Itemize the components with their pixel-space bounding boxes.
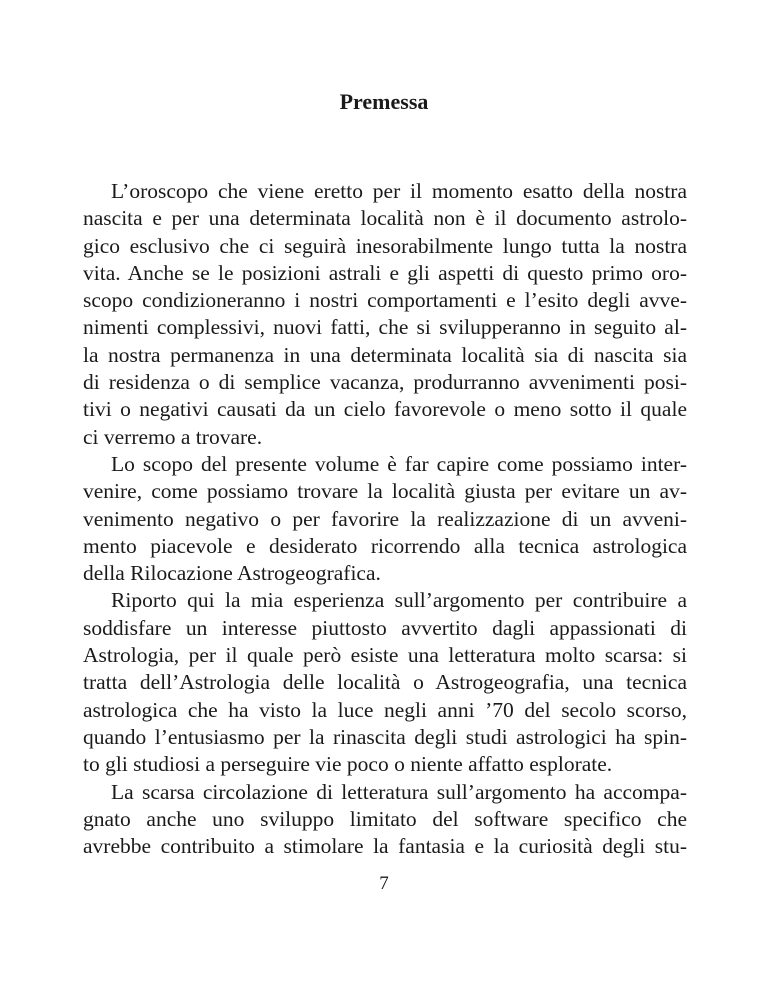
page-number: 7	[379, 873, 389, 894]
text-line: avrebbe contribuito a stimolare la fantasia e la curiosità degli stu-	[83, 834, 687, 859]
text-line: gnato anche uno sviluppo limitato del software specifico che	[83, 806, 687, 831]
text-line: di residenza o di semplice vacanza, produrranno avvenimenti posi-	[83, 370, 687, 395]
text-line: soddisfare un interesse piuttosto avvertito dagli appassionati di	[83, 615, 687, 640]
text-line: ci verremo a trovare.	[83, 424, 263, 449]
text-line: quando l’entusiasmo per la rinascita degli studi astrologici ha spin-	[83, 724, 687, 749]
text-line: Lo scopo del presente volume è far capire come possiamo inter-	[111, 451, 687, 476]
text-line: mento piacevole e desiderato ricorrendo alla tecnica astrologica	[83, 533, 687, 558]
text-line: L’oroscopo che viene eretto per il momento esatto della nostra	[111, 179, 687, 203]
text-line: tivi o negativi causati da un cielo favorevole o meno sotto il quale	[83, 397, 687, 422]
text-line: gico esclusivo che ci seguirà inesorabilmente lungo tutta la nostra	[83, 233, 687, 258]
page-title: Premessa	[339, 89, 429, 114]
text-line: La scarsa circolazione di letteratura sull’argomento ha accompa-	[111, 779, 687, 804]
text-line: Riporto qui la mia esperienza sull’argomento per contribuire a	[111, 588, 687, 613]
text-line: la nostra permanenza in una determinata località sia di nascita sia	[83, 342, 687, 367]
text-line: astrologica che ha visto la luce negli anni ’70 del secolo scorso,	[83, 697, 687, 722]
text-line: to gli studiosi a perseguire vie poco o niente affatto esplorate.	[83, 752, 613, 777]
text-line: nascita e per una determinata località non è il documento astrolo-	[83, 206, 687, 231]
text-line: della Rilocazione Astrogeografica.	[83, 561, 381, 586]
text-line: vita. Anche se le posizioni astrali e gli aspetti di questo primo oro-	[83, 260, 687, 285]
text-line: Astrologia, per il quale però esiste una letteratura molto scarsa: si	[83, 643, 687, 668]
text-line: tratta dell’Astrologia delle località o Astrogeografia, una tecnica	[83, 670, 687, 695]
text-line: venimento negativo o per favorire la realizzazione di un avveni-	[83, 506, 687, 531]
text-line: nimenti complessivi, nuovi fatti, che si svilupperanno in seguito al-	[83, 315, 687, 340]
text-line: scopo condizioneranno i nostri comportamenti e l’esito degli avve-	[83, 288, 687, 313]
text-line: venire, come possiamo trovare la località giusta per evitare un av-	[83, 479, 687, 504]
body-text	[83, 178, 687, 860]
